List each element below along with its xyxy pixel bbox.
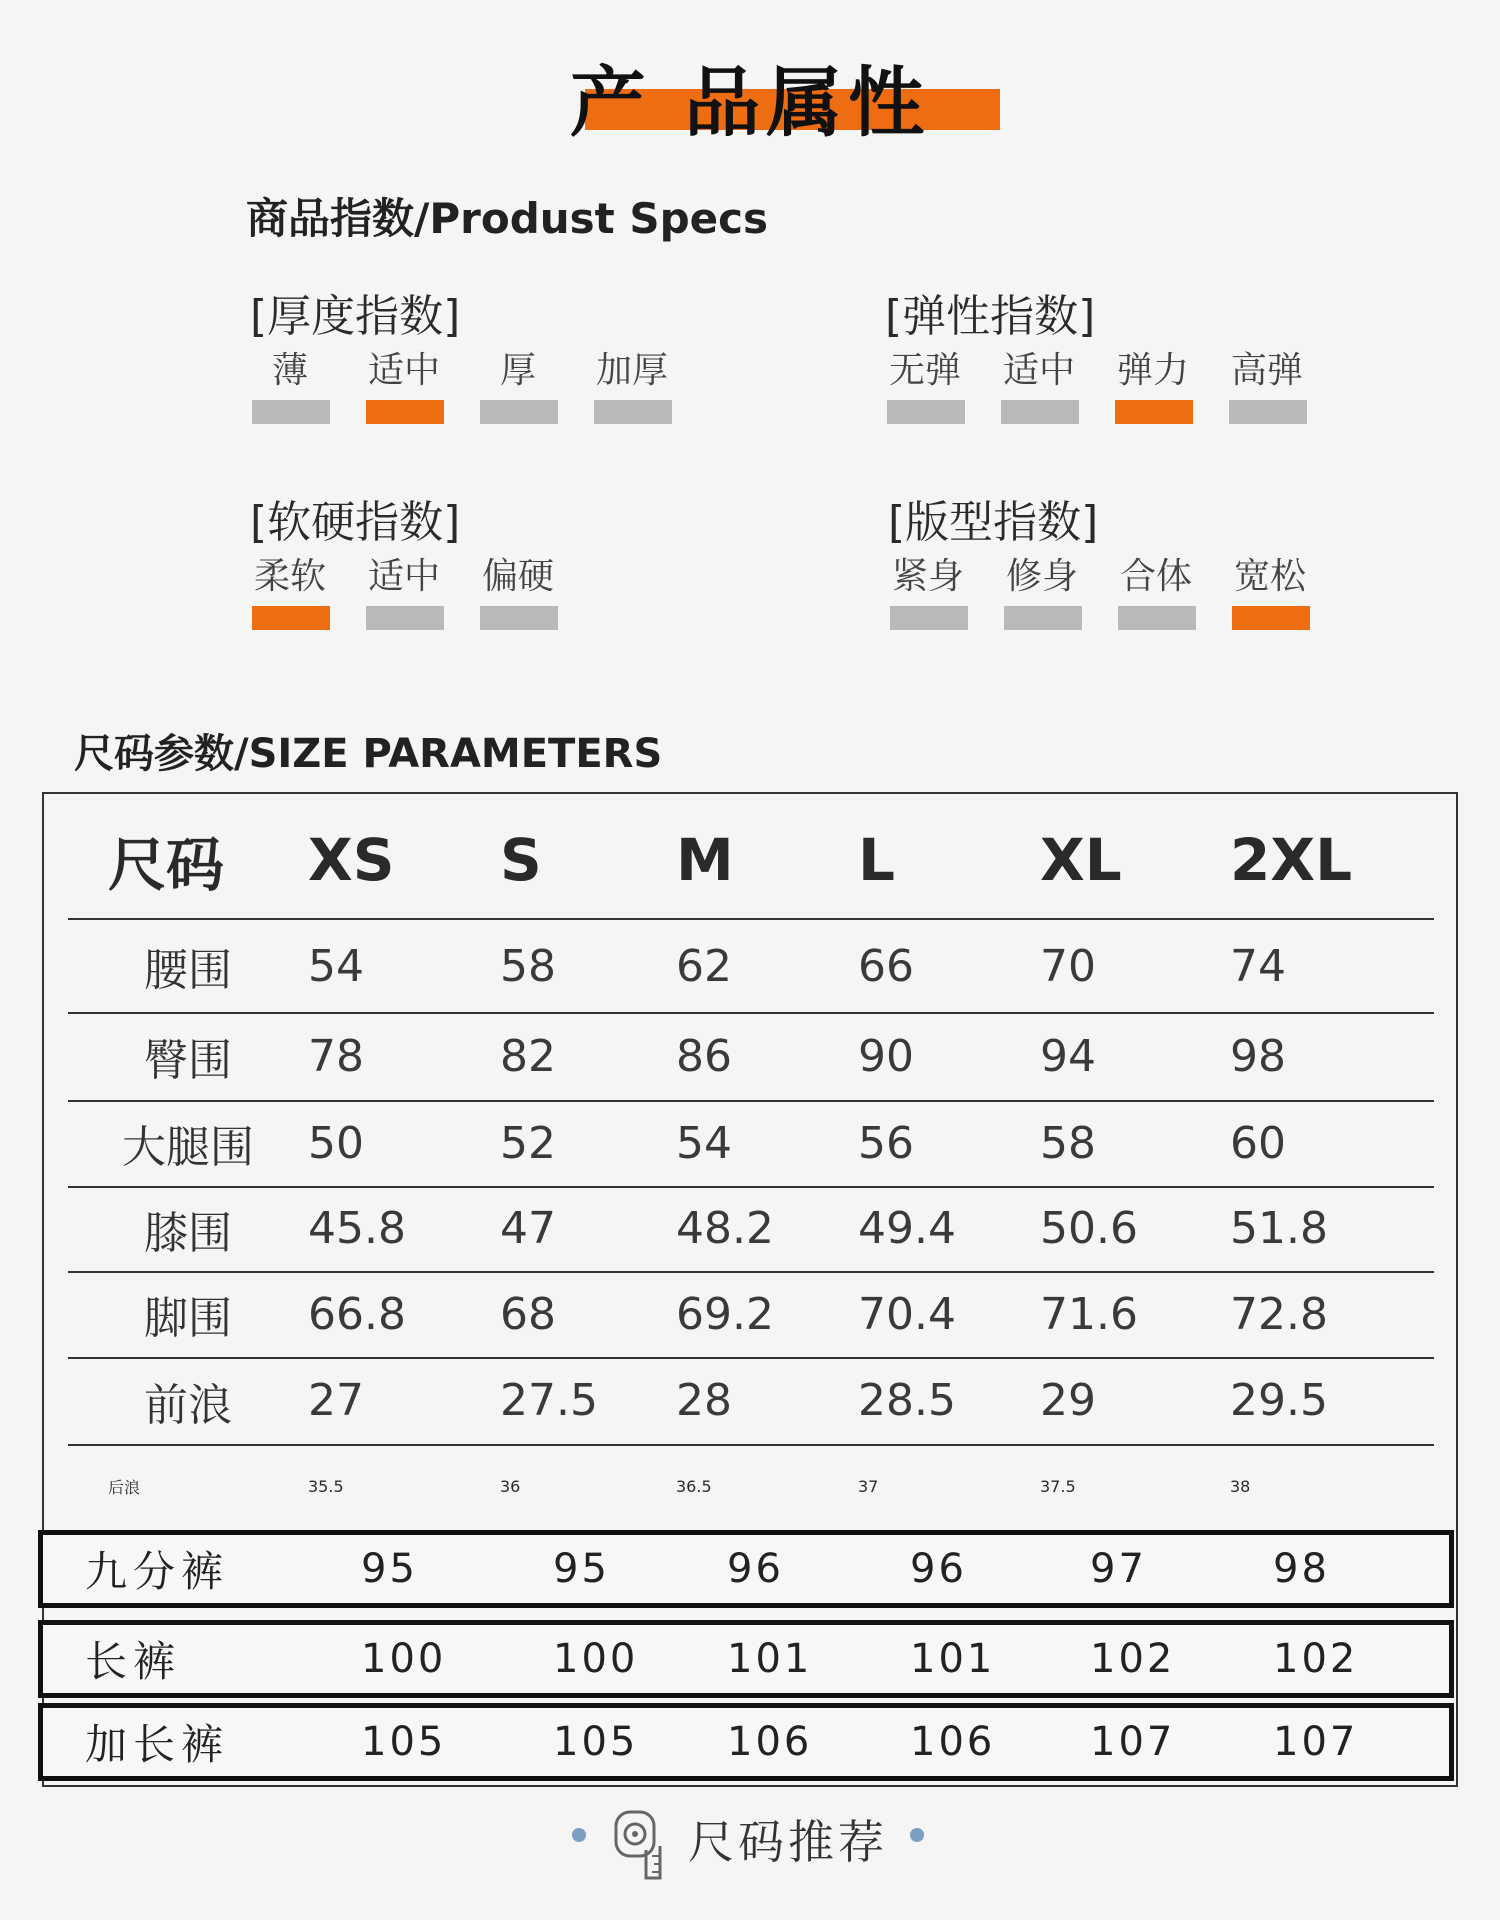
- spec-group-softness: [250, 486, 810, 656]
- specs-heading: 商品指数/Produst Specs: [246, 194, 769, 243]
- table-cell: 29: [1040, 1375, 1096, 1426]
- table-cell: 97: [1090, 1546, 1147, 1592]
- table-cell: S: [500, 826, 542, 894]
- spec-indicator: [252, 400, 330, 424]
- table-cell: 36.5: [676, 1476, 712, 1496]
- row-label: 前浪: [144, 1379, 232, 1431]
- row-label: 九分裤: [85, 1547, 230, 1596]
- row-label: 脚围: [144, 1293, 232, 1344]
- table-header-row: [68, 810, 1434, 910]
- table-cell: 28: [676, 1375, 732, 1426]
- table-cell: 38: [1230, 1476, 1251, 1496]
- table-row-length: [38, 1530, 1454, 1608]
- table-cell: 60: [1230, 1117, 1286, 1169]
- spec-indicator-selected: [1115, 400, 1193, 424]
- table-cell: M: [676, 826, 734, 894]
- table-row: [68, 920, 1434, 1014]
- spec-option: [364, 342, 478, 432]
- table-cell: XS: [308, 826, 395, 894]
- table-cell: 2XL: [1230, 826, 1353, 894]
- table-cell: 102: [1273, 1636, 1359, 1682]
- table-cell: 47: [500, 1203, 556, 1254]
- spec-option-label: 高弹: [1230, 350, 1303, 391]
- table-cell: 54: [308, 940, 364, 992]
- spec-indicator-selected: [366, 400, 444, 424]
- spec-option-label: 宽松: [1233, 556, 1306, 597]
- spec-option: [364, 548, 478, 638]
- spec-option-label: 加厚: [595, 350, 668, 391]
- row-label: 腰围: [144, 945, 232, 996]
- table-cell: 100: [361, 1636, 447, 1682]
- spec-indicator: [1118, 606, 1196, 630]
- table-row: [68, 1100, 1434, 1188]
- spec-indicator: [594, 400, 672, 424]
- table-cell: 27.5: [500, 1375, 598, 1426]
- spec-title: [弹性指数]: [885, 291, 1096, 342]
- table-cell: 58: [500, 940, 556, 992]
- table-cell: 58: [1040, 1117, 1096, 1169]
- table-cell: 96: [910, 1546, 967, 1592]
- spec-option: [1230, 548, 1344, 638]
- spec-indicator: [1001, 400, 1079, 424]
- table-row: [68, 1271, 1434, 1359]
- row-label: 膝围: [144, 1207, 232, 1259]
- spec-indicator: [1004, 606, 1082, 630]
- spec-option: [1002, 548, 1116, 638]
- spec-option: [478, 342, 592, 432]
- table-cell: 105: [361, 1719, 447, 1765]
- table-cell: 90: [858, 1030, 914, 1082]
- table-cell: 100: [553, 1636, 639, 1682]
- spec-title: [厚度指数]: [250, 291, 461, 342]
- spec-option-label: 适中: [1002, 350, 1075, 391]
- table-cell: 28.5: [858, 1375, 956, 1426]
- table-cell: 102: [1090, 1636, 1176, 1682]
- spec-option: [999, 342, 1113, 432]
- size-heading: 尺码参数/SIZE PARAMETERS: [74, 731, 663, 777]
- table-cell: 74: [1230, 940, 1286, 992]
- table-cell: 82: [500, 1030, 556, 1082]
- spec-option: [250, 548, 364, 638]
- spec-option: [478, 548, 592, 638]
- table-cell: 51.8: [1230, 1203, 1328, 1254]
- spec-option: [1227, 342, 1341, 432]
- table-row: [68, 1012, 1434, 1102]
- table-cell: 27: [308, 1375, 364, 1426]
- spec-option-label: 薄: [271, 350, 308, 391]
- table-cell: 50: [308, 1117, 364, 1169]
- table-cell: 45.8: [308, 1203, 406, 1254]
- spec-option-label: 紧身: [891, 556, 964, 597]
- table-row-length: [38, 1703, 1454, 1781]
- spec-indicator: [366, 606, 444, 630]
- row-label: 长裤: [85, 1637, 182, 1686]
- table-cell: 48.2: [676, 1203, 774, 1254]
- spec-option: [1113, 342, 1227, 432]
- spec-option-label: 无弹: [888, 350, 961, 391]
- table-cell: 107: [1090, 1719, 1176, 1765]
- spec-option-label: 偏硬: [481, 556, 554, 597]
- footer-size-recommend: [0, 1800, 1500, 1870]
- table-cell: XL: [1040, 826, 1122, 894]
- table-row-length: [38, 1620, 1454, 1698]
- row-label: 后浪: [108, 1477, 141, 1497]
- table-cell: 71.6: [1040, 1288, 1138, 1340]
- spec-option-label: 柔软: [253, 556, 326, 597]
- spec-indicator-selected: [1232, 606, 1310, 630]
- spec-option: [888, 548, 1002, 638]
- table-cell: 49.4: [858, 1203, 956, 1254]
- spec-option: [592, 342, 706, 432]
- table-cell: 106: [727, 1719, 813, 1765]
- title-banner: [0, 40, 1500, 147]
- table-cell: 35.5: [308, 1476, 344, 1496]
- table-cell: 68: [500, 1288, 556, 1340]
- spec-indicator-selected: [252, 606, 330, 630]
- footer-text: 尺码推荐: [688, 1815, 888, 1869]
- spec-option-label: 适中: [367, 350, 440, 391]
- row-label: 加长裤: [85, 1720, 230, 1769]
- table-cell: 96: [727, 1546, 784, 1592]
- table-cell: 98: [1273, 1546, 1330, 1592]
- spec-indicator: [887, 400, 965, 424]
- page-title: 产 品属性: [569, 58, 931, 147]
- tape-measure-icon: [612, 1806, 668, 1882]
- spec-option: [1116, 548, 1230, 638]
- table-cell: 50.6: [1040, 1203, 1138, 1254]
- spec-title: [版型指数]: [888, 497, 1099, 548]
- spec-group-fit: [888, 486, 1448, 656]
- spec-option: [250, 342, 364, 432]
- table-cell: 37: [858, 1476, 879, 1496]
- table-cell: L: [858, 826, 895, 894]
- table-cell: 98: [1230, 1030, 1286, 1082]
- table-cell: 69.2: [676, 1288, 774, 1340]
- dot-right: [910, 1828, 924, 1842]
- spec-option-label: 合体: [1119, 556, 1192, 597]
- table-cell: 94: [1040, 1030, 1096, 1082]
- table-cell: 105: [553, 1719, 639, 1765]
- table-cell: 78: [308, 1030, 364, 1082]
- table-cell: 54: [676, 1117, 732, 1169]
- table-cell: 101: [727, 1636, 813, 1682]
- row-label: 臀围: [144, 1035, 232, 1086]
- spec-option-label: 适中: [367, 556, 440, 597]
- spec-group-thickness: [250, 280, 810, 450]
- table-cell: 107: [1273, 1719, 1359, 1765]
- spec-option-label: 修身: [1005, 556, 1078, 597]
- table-cell: 70.4: [858, 1288, 956, 1340]
- spec-group-elasticity: [885, 280, 1445, 450]
- table-cell: 66.8: [308, 1288, 406, 1340]
- table-cell: 70: [1040, 940, 1096, 992]
- table-cell: 29.5: [1230, 1375, 1328, 1426]
- table-cell: 95: [361, 1546, 418, 1592]
- table-cell: 72.8: [1230, 1288, 1328, 1340]
- table-cell: 37.5: [1040, 1476, 1076, 1496]
- table-row: [68, 1444, 1434, 1528]
- spec-indicator: [890, 606, 968, 630]
- spec-option: [885, 342, 999, 432]
- table-cell: 56: [858, 1117, 914, 1169]
- dot-left: [572, 1828, 586, 1842]
- spec-title: [软硬指数]: [250, 497, 461, 548]
- table-cell: 95: [553, 1546, 610, 1592]
- table-cell: 52: [500, 1117, 556, 1169]
- table-cell: 66: [858, 940, 914, 992]
- table-cell: 86: [676, 1030, 732, 1082]
- table-row: [68, 1186, 1434, 1273]
- table-cell: 106: [910, 1719, 996, 1765]
- row-label: 尺码: [108, 831, 225, 899]
- spec-indicator: [480, 606, 558, 630]
- spec-indicator: [1229, 400, 1307, 424]
- row-label: 大腿围: [122, 1122, 254, 1173]
- table-row: [68, 1357, 1434, 1446]
- table-cell: 101: [910, 1636, 996, 1682]
- spec-indicator: [480, 400, 558, 424]
- table-cell: 62: [676, 940, 732, 992]
- table-cell: 36: [500, 1476, 521, 1496]
- spec-option-label: 厚: [499, 350, 536, 391]
- spec-option-label: 弹力: [1116, 350, 1189, 391]
